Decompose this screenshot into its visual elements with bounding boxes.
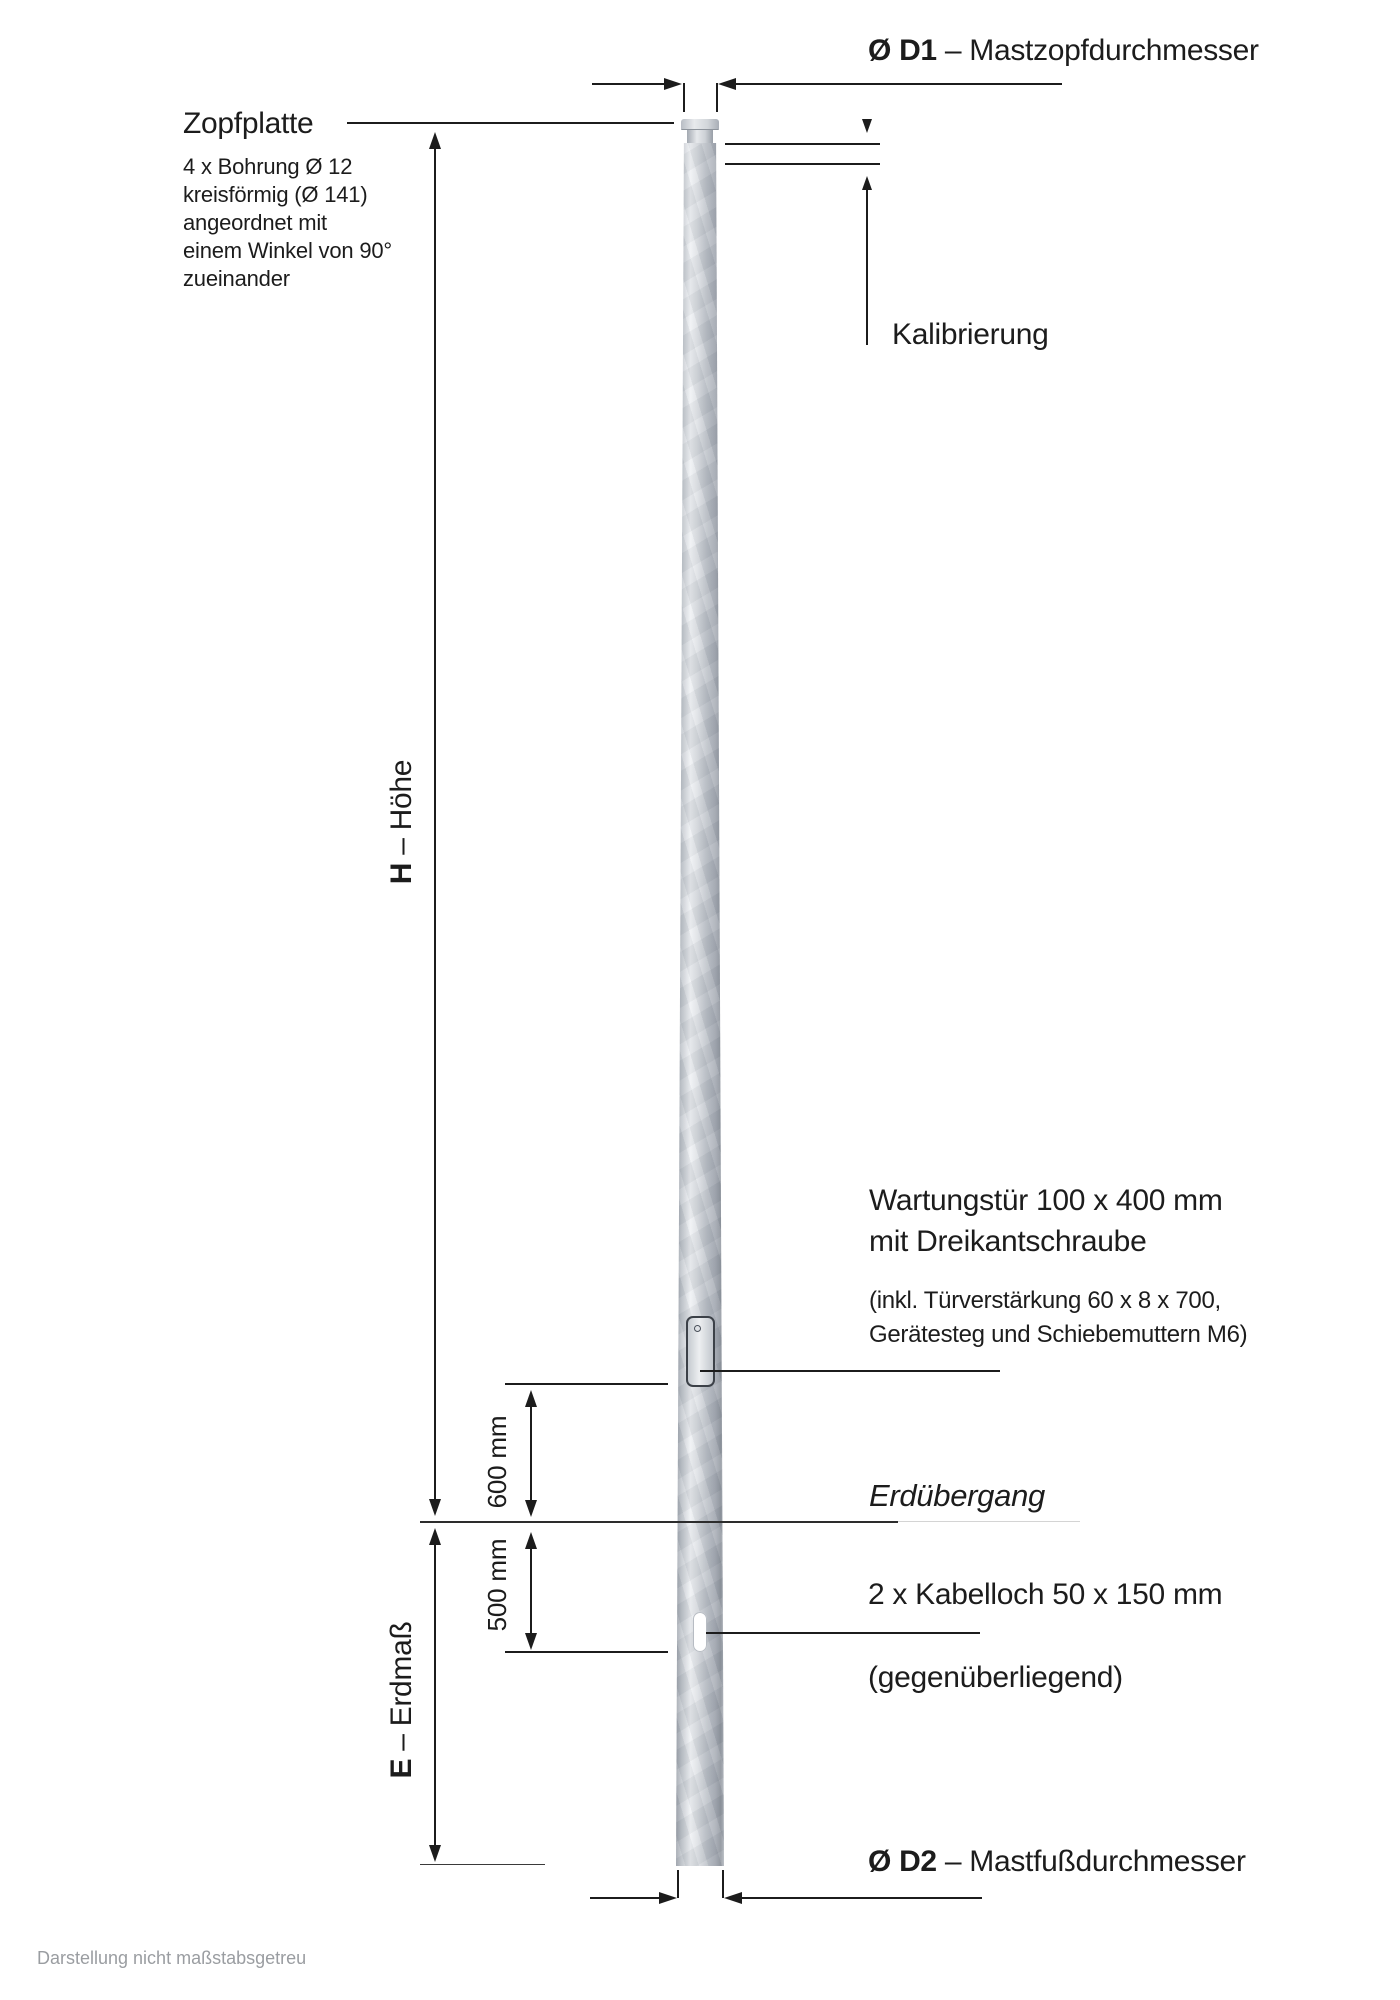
zopfplatte-note-line: kreisförmig (Ø 141) (183, 182, 368, 207)
d2-label-symbol: Ø D2 (868, 1845, 937, 1878)
zopfplatte-label: Zopfplatte (183, 107, 314, 140)
door-label (869, 1180, 1223, 1262)
cable-hole-label-line2: (gegenüberliegend) (868, 1661, 1123, 1694)
earth-ext-line (420, 1864, 545, 1865)
mast-top-neck (687, 130, 713, 144)
d1-arrow-left-icon (718, 78, 736, 90)
d1-dim-line-right (736, 83, 1062, 85)
door-note-line1: (inkl. Türverstärkung 60 x 8 x 700, (869, 1287, 1221, 1314)
zopfplatte-note (183, 153, 392, 293)
ground-line-faint (898, 1521, 1080, 1522)
d1-label-symbol: Ø D1 (868, 34, 937, 67)
earth-label (385, 1610, 419, 1790)
calibration-arrow-down-icon (862, 119, 872, 133)
height-dim-line (434, 148, 436, 1500)
dim500-label-text: 500 mm (481, 1538, 512, 1632)
calibration-line-upper (725, 143, 880, 145)
dim500-ext-line (505, 1651, 668, 1653)
dim500-line (530, 1548, 532, 1634)
calibration-arrow-up-icon (862, 176, 872, 190)
earth-arrow-down-icon (429, 1845, 441, 1862)
dim500-arrow-up-icon (525, 1532, 537, 1549)
door-label-line1: Wartungstür 100 x 400 mm (869, 1184, 1223, 1217)
door-note (869, 1284, 1247, 1352)
dim500-arrow-down-icon (525, 1633, 537, 1650)
d2-dim-line-left (590, 1897, 659, 1899)
zopfplatte-note-line: zueinander (183, 266, 290, 291)
height-arrow-down-icon (429, 1499, 441, 1516)
door-screw (694, 1325, 701, 1332)
earth-arrow-up-icon (429, 1528, 441, 1545)
d2-label-text: – Mastfußdurchmesser (936, 1845, 1246, 1878)
dim600-label (482, 1402, 512, 1522)
earth-dim-line (434, 1544, 436, 1846)
calibration-line-lower (725, 163, 880, 165)
d2-label (868, 1844, 1246, 1880)
d2-arrow-left-icon (724, 1892, 742, 1904)
cable-hole-label-line1: 2 x Kabelloch 50 x 150 mm (868, 1578, 1223, 1611)
dim600-arrow-up-icon (525, 1390, 537, 1407)
zopfplatte-leader-line (347, 122, 674, 124)
height-label-symbol: H (385, 862, 418, 885)
height-arrow-up-icon (429, 132, 441, 149)
cable-hole-slot (693, 1612, 707, 1652)
d1-ext-tick-left (683, 83, 685, 112)
dim600-arrow-down-icon (525, 1500, 537, 1517)
zopfplatte-note-line: 4 x Bohrung Ø 12 (183, 154, 353, 179)
d1-label (868, 33, 1259, 69)
d1-dim-line-left (592, 83, 664, 85)
earth-label-rest: – Erdmaß (385, 1621, 418, 1759)
dim600-label-text: 600 mm (481, 1415, 512, 1509)
erduebergang-label: Erdübergang (869, 1478, 1045, 1513)
door-label-line2: mit Dreikantschraube (869, 1225, 1147, 1258)
maintenance-door (686, 1316, 715, 1387)
height-label-rest: – Höhe (385, 759, 418, 863)
earth-label-text (384, 1621, 420, 1778)
zopfplatte-note-line: angeordnet mit (183, 210, 327, 235)
door-leader-line (700, 1370, 1000, 1372)
d2-ext-tick-left (677, 1870, 679, 1898)
door-note-line2: Gerätesteg und Schiebemuttern M6) (869, 1321, 1248, 1348)
d2-arrow-right-icon (659, 1892, 677, 1904)
zopfplatte-note-line: einem Winkel von 90° (183, 238, 393, 263)
mast-top-plate (681, 119, 719, 130)
d2-dim-line-right (742, 1897, 982, 1899)
kalibrierung-label: Kalibrierung (892, 318, 1049, 351)
dim600-ext-line (505, 1383, 668, 1385)
calibration-arrow-shaft (866, 189, 868, 345)
cable-hole-leader-line (706, 1632, 980, 1634)
d1-label-text: – Mastzopfdurchmesser (936, 34, 1259, 67)
earth-label-symbol: E (385, 1758, 418, 1779)
dim600-line (530, 1406, 532, 1500)
mast-pole (676, 143, 724, 1866)
d1-arrow-right-icon (664, 78, 682, 90)
footer-disclaimer: Darstellung nicht maßstabsgetreu (37, 1948, 307, 1968)
dim500-label (482, 1525, 512, 1645)
height-label (385, 742, 419, 902)
height-label-text (384, 760, 420, 884)
